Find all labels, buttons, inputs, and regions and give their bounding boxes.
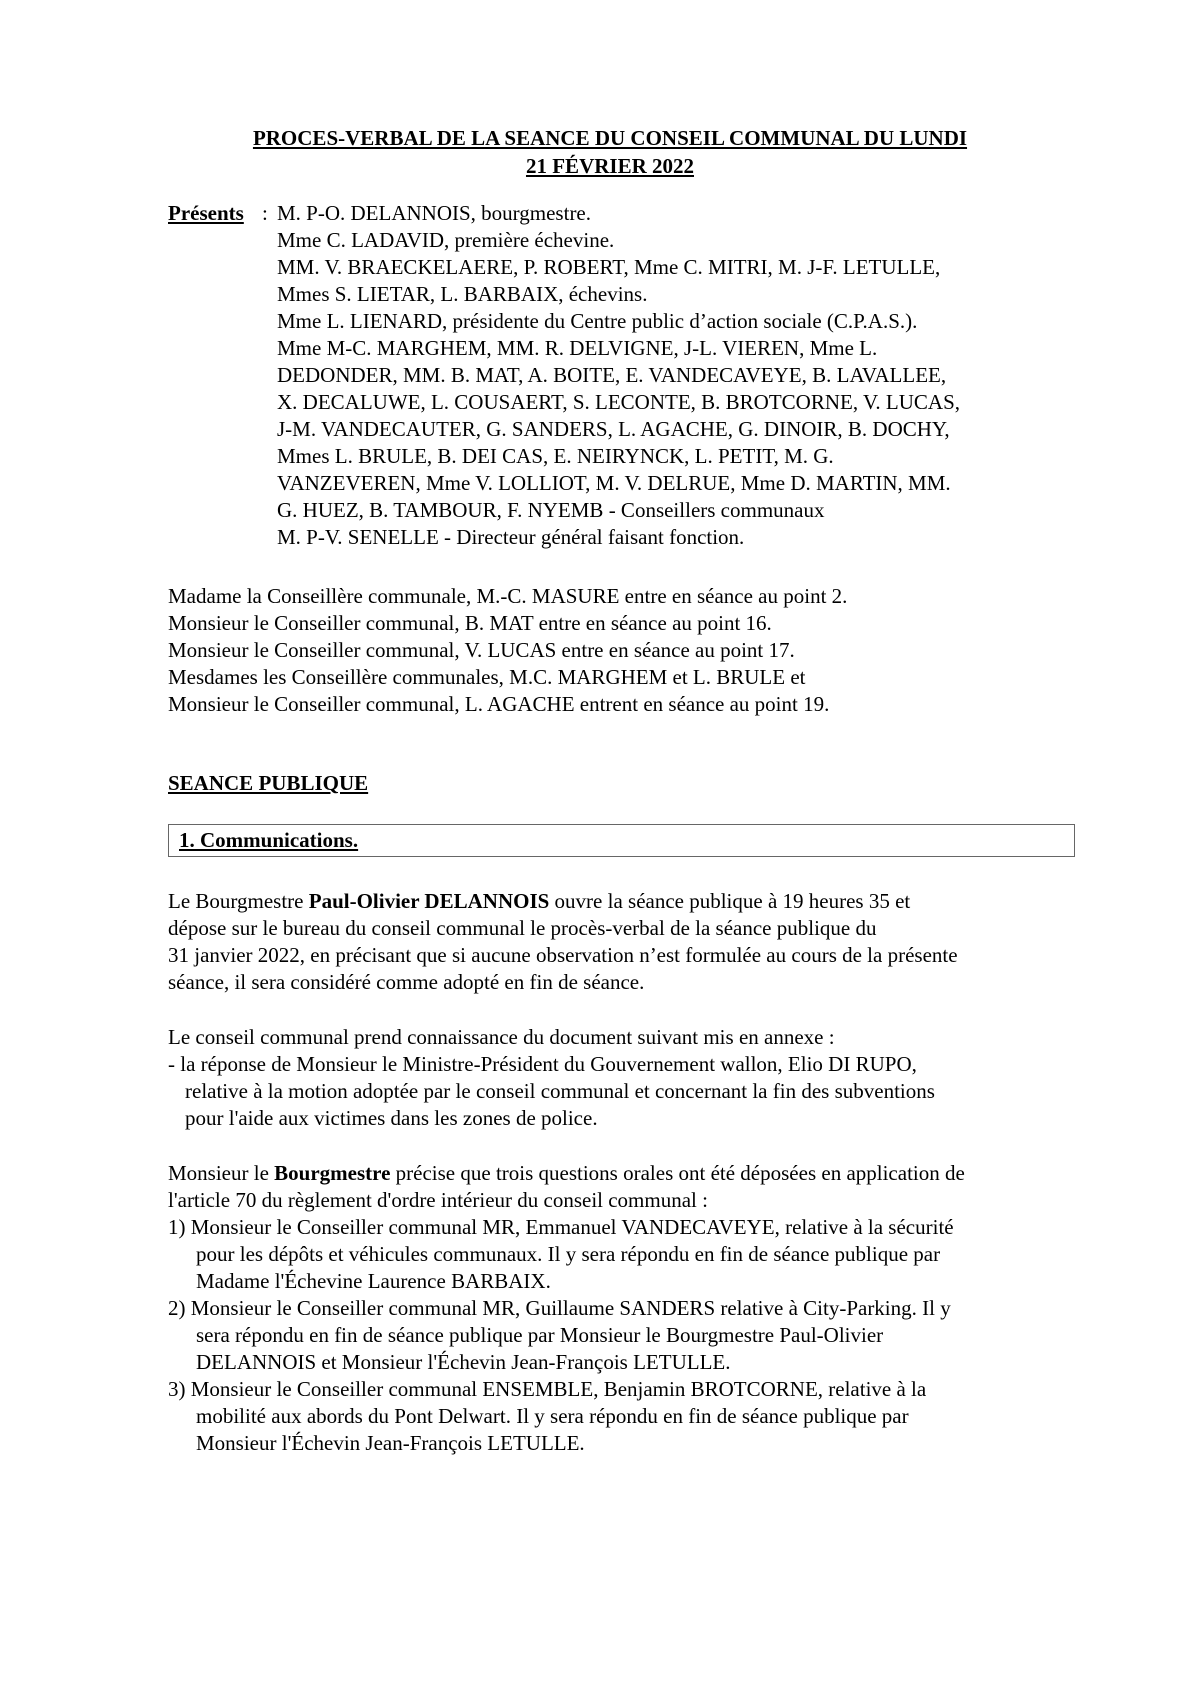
agenda-point-box: [168, 824, 1075, 857]
paragraph-line: dépose sur le bureau du conseil communal le procès-verbal de la séance publique du: [168, 916, 877, 940]
title-line-2: 21 FÉVRIER 2022: [525, 154, 694, 178]
document-title: [160, 124, 1060, 180]
paragraph-line: Le conseil communal prend connaissance du document suivant mis en annexe :: [168, 1025, 835, 1049]
paragraph-line: [168, 1160, 1088, 1187]
attendee-line: G. HUEZ, B. TAMBOUR, F. NYEMB - Conseillers communaux: [277, 498, 825, 522]
arrival-line: Monsieur le Conseiller communal, L. AGACHE entrent en séance au point 19.: [168, 692, 830, 716]
title-line-1: PROCES-VERBAL DE LA SEANCE DU CONSEIL COMMUNAL DU LUNDI: [252, 126, 968, 150]
attendees-list: [277, 200, 1077, 551]
attendee-line: Mmes S. LIETAR, L. BARBAIX, échevins.: [277, 282, 648, 306]
opening-paragraph: [168, 888, 1088, 996]
bold-title: Bourgmestre: [274, 1161, 391, 1185]
question-2-line: 2) Monsieur le Conseiller communal MR, Guillaume SANDERS relative à City-Parking. Il y: [168, 1296, 951, 1320]
attendees-colon: :: [262, 201, 268, 225]
arrival-line: Mesdames les Conseillère communales, M.C. MARGHEM et L. BRULE et: [168, 665, 806, 689]
arrivals-block: [168, 583, 1068, 718]
paragraph-line: séance, il sera considéré comme adopté en fin de séance.: [168, 970, 645, 994]
question-1-line: pour les dépôts et véhicules communaux. Il y sera répondu en fin de séance publique par: [196, 1242, 941, 1266]
bold-name: Paul-Olivier DELANNOIS: [308, 889, 550, 913]
attendee-line: DEDONDER, MM. B. MAT, A. BOITE, E. VANDECAVEYE, B. LAVALLEE,: [277, 363, 947, 387]
annex-paragraph: [168, 1024, 1088, 1132]
question-2-line: sera répondu en fin de séance publique par Monsieur le Bourgmestre Paul-Olivier: [196, 1323, 884, 1347]
attendee-line: Mme L. LIENARD, présidente du Centre public d’action sociale (C.P.A.S.).: [277, 309, 918, 333]
questions-paragraph: [168, 1160, 1088, 1457]
arrival-line: Monsieur le Conseiller communal, V. LUCAS entre en séance au point 17.: [168, 638, 795, 662]
attendee-line: Mme M-C. MARGHEM, MM. R. DELVIGNE, J-L. VIEREN, Mme L.: [277, 336, 878, 360]
question-3-line: Monsieur l'Échevin Jean-François LETULLE.: [196, 1431, 585, 1455]
attendee-line: M. P-V. SENELLE - Directeur général faisant fonction.: [277, 525, 745, 549]
text-run: ouvre la séance publique à 19 heures 35 et: [549, 889, 911, 913]
text-run: Monsieur le: [168, 1161, 275, 1185]
paragraph-line: [168, 888, 1088, 915]
paragraph-line: pour l'aide aux victimes dans les zones de police.: [185, 1106, 598, 1130]
paragraph-line: - la réponse de Monsieur le Ministre-Président du Gouvernement wallon, Elio DI RUPO,: [168, 1052, 917, 1076]
question-1-line: 1) Monsieur le Conseiller communal MR, Emmanuel VANDECAVEYE, relative à la sécurité: [168, 1215, 954, 1239]
question-1-line: Madame l'Échevine Laurence BARBAIX.: [196, 1269, 551, 1293]
paragraph-line: l'article 70 du règlement d'ordre intérieur du conseil communal :: [168, 1188, 708, 1212]
arrival-line: Madame la Conseillère communale, M.-C. MASURE entre en séance au point 2.: [168, 584, 848, 608]
paragraph-line: 31 janvier 2022, en précisant que si aucune observation n’est formulée au cours de la présente: [168, 943, 958, 967]
attendee-line: Mmes L. BRULE, B. DEI CAS, E. NEIRYNCK, L. PETIT, M. G.: [277, 444, 834, 468]
attendee-line: MM. V. BRAECKELAERE, P. ROBERT, Mme C. MITRI, M. J-F. LETULLE,: [277, 255, 941, 279]
paragraph-line: relative à la motion adoptée par le conseil communal et concernant la fin des subventions: [185, 1079, 935, 1103]
agenda-point-title: 1. Communications.: [179, 828, 359, 852]
attendee-line: M. P-O. DELANNOIS, bourgmestre.: [277, 201, 592, 225]
arrival-line: Monsieur le Conseiller communal, B. MAT entre en séance au point 16.: [168, 611, 772, 635]
text-run: précise que trois questions orales ont été déposées en application de: [390, 1161, 965, 1185]
question-3-line: mobilité aux abords du Pont Delwart. Il y sera répondu en fin de séance publique par: [196, 1404, 909, 1428]
attendees-label: Présents: [168, 201, 244, 225]
question-3-line: 3) Monsieur le Conseiller communal ENSEMBLE, Benjamin BROTCORNE, relative à la: [168, 1377, 927, 1401]
attendee-line: X. DECALUWE, L. COUSAERT, S. LECONTE, B. BROTCORNE, V. LUCAS,: [277, 390, 961, 414]
question-2-line: DELANNOIS et Monsieur l'Échevin Jean-François LETULLE.: [196, 1350, 731, 1374]
attendee-line: VANZEVEREN, Mme V. LOLLIOT, M. V. DELRUE, Mme D. MARTIN, MM.: [277, 471, 951, 495]
text-run: Le Bourgmestre: [168, 889, 309, 913]
attendee-line: J-M. VANDECAUTER, G. SANDERS, L. AGACHE, G. DINOIR, B. DOCHY,: [277, 417, 950, 441]
attendee-line: Mme C. LADAVID, première échevine.: [277, 228, 615, 252]
section-heading: SEANCE PUBLIQUE: [168, 771, 369, 795]
